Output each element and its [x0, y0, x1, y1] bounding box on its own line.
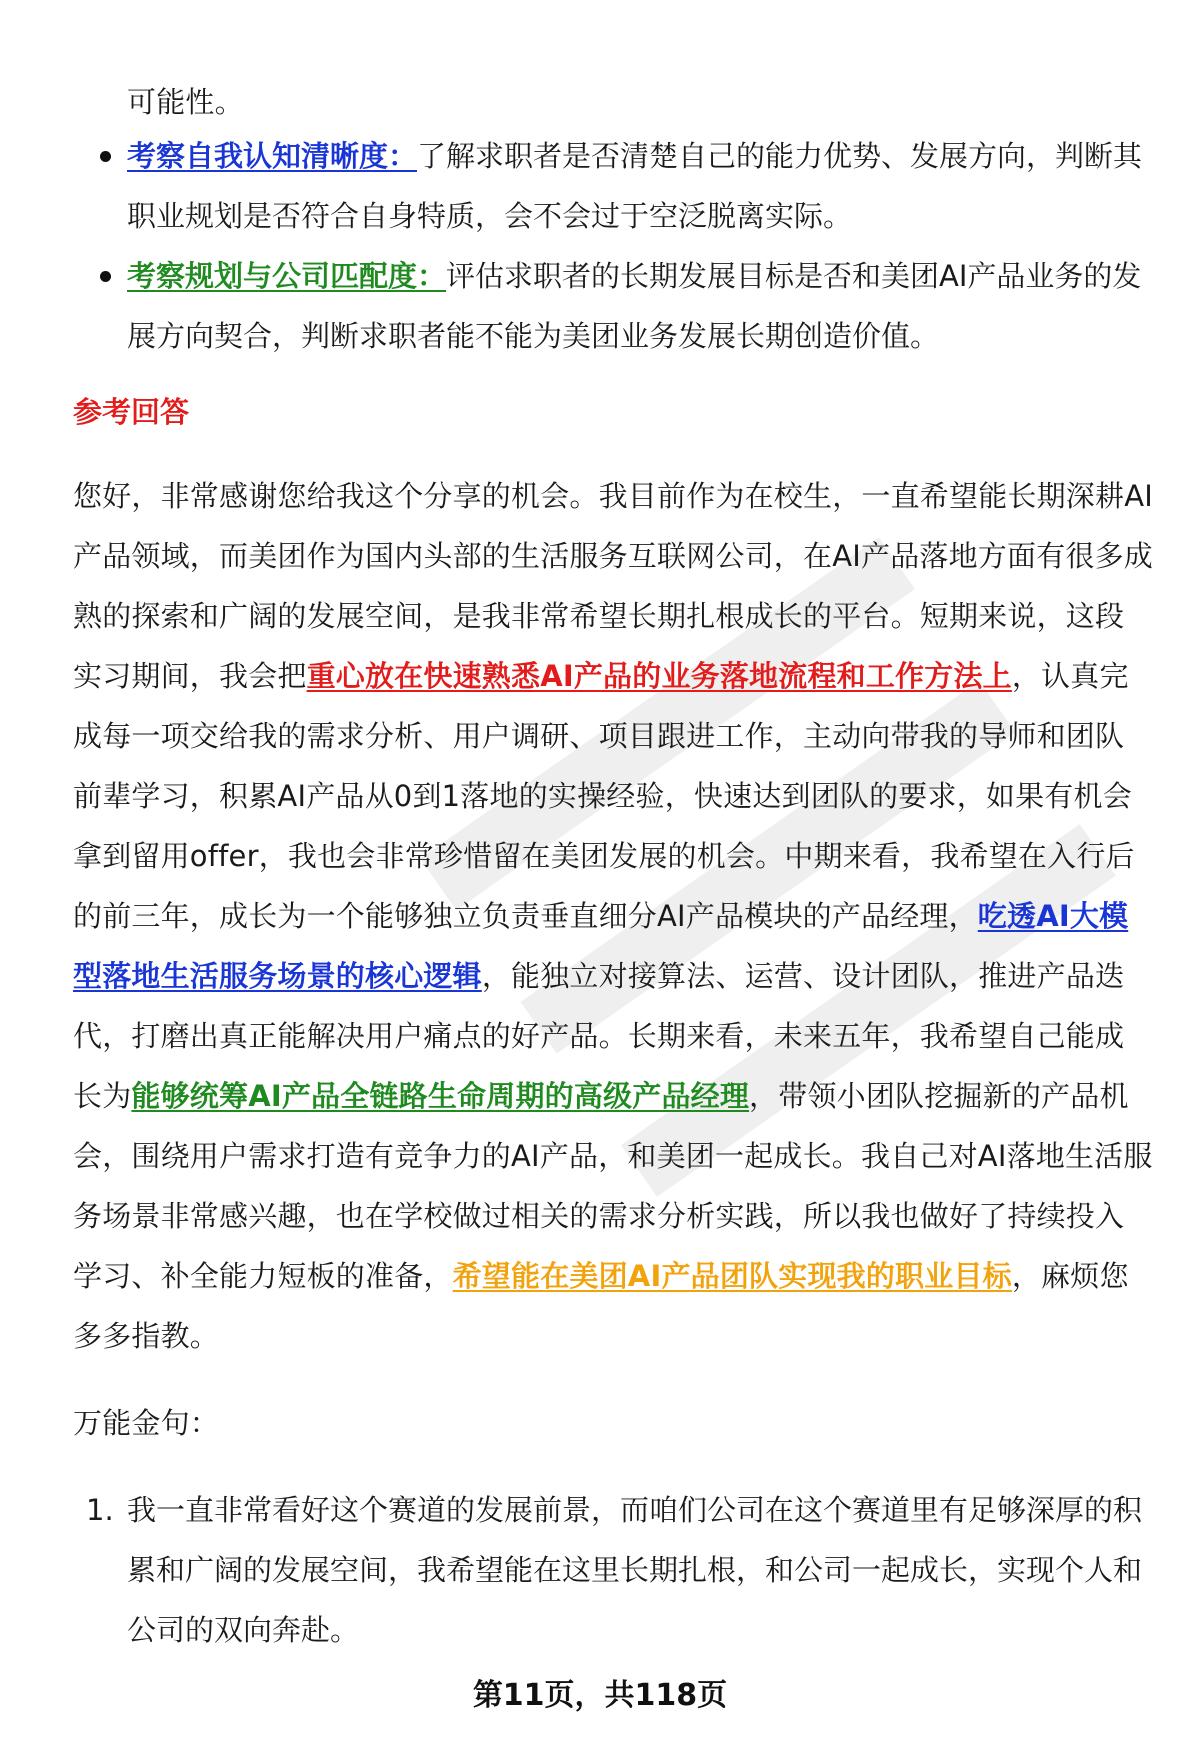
bullet-icon [100, 151, 111, 162]
answer-text: ，能独立对接算法、运营、设计团队，推进产品迭代，打磨出真正能解决用户痛点的好产品。长期来看，未来五年，我希望自己能成长为 [73, 959, 1125, 1113]
golden-sentences-title: 万能金句： [73, 1406, 220, 1440]
answer-text: ，认真完成每一项交给我的需求分析、用户调研、项目跟进工作，主动向带我的导师和团队前辈学习，积累AI产品从0到1落地的实操经验，快速达到团队的要求，如果有机会拿到留用offer，我也会非常珍惜留在美团发展的机会。中期来看，我希望在入行后的前三年，成长为一个能够独立负责垂直细分AI产品模块的产品经理， [73, 659, 1135, 933]
highlight-mid-term: 吃透AI大模型落地生活服务场景的核心逻辑 [73, 899, 1129, 993]
answer-text: 您好，非常感谢您给我这个分享的机会。我目前作为在校生，一直希望能长期深耕AI产品领域，而美团作为国内头部的生活服务互联网公司，在AI产品落地方面有很多成熟的探索和广阔的发展空间，是我非常希望长期扎根成长的平台。短期来说，这段实习期间，我会把 [73, 479, 1153, 693]
highlight-long-term: 能够统筹AI产品全链路生命周期的高级产品经理 [131, 1079, 750, 1113]
answer-text: ，麻烦您多多指教。 [73, 1259, 1129, 1353]
bullet-text: 了解求职者是否清楚自己的能力优势、发展方向，判断其职业规划是否符合自身特质，会不会过于空泛脱离实际。 [127, 139, 1143, 233]
bullet-icon [100, 271, 111, 282]
bullet-label: 考察规划与公司匹配度： [127, 259, 447, 293]
item-text: 我一直非常看好这个赛道的发展前景，而咱们公司在这个赛道里有足够深厚的积累和广阔的发展空间，我希望能在这里长期扎根，和公司一起成长，实现个人和公司的双向奔赴。 [127, 1493, 1143, 1647]
bullet-item-self-awareness [127, 126, 1152, 246]
bullet-label: 考察自我认知清晰度： [127, 139, 418, 173]
answer-paragraph [73, 466, 1153, 1366]
item-number: 1. [86, 1493, 114, 1527]
numbered-item [86, 1480, 1152, 1660]
answer-text: ，带领小团队挖掘新的产品机会，围绕用户需求打造有竞争力的AI产品，和美团一起成长。我自己对AI落地生活服务场景非常感兴趣，也在学校做过相关的需求分析实践，所以我也做好了持续投入学习、补全能力短板的准备， [73, 1079, 1153, 1293]
highlight-short-term: 重心放在快速熟悉AI产品的业务落地流程和工作方法上 [306, 659, 1012, 693]
page-footer: 第11页，共118页 [472, 1678, 728, 1713]
highlight-career-goal: 希望能在美团AI产品团队实现我的职业目标 [452, 1259, 1012, 1293]
continued-text: 可能性。 [127, 85, 244, 119]
bullet-text: 评估求职者的长期发展目标是否和美团AI产品业务的发展方向契合，判断求职者能不能为美团业务发展长期创造价值。 [127, 259, 1142, 353]
section-heading: 参考回答 [73, 395, 190, 429]
bullet-item-company-fit [127, 246, 1152, 366]
